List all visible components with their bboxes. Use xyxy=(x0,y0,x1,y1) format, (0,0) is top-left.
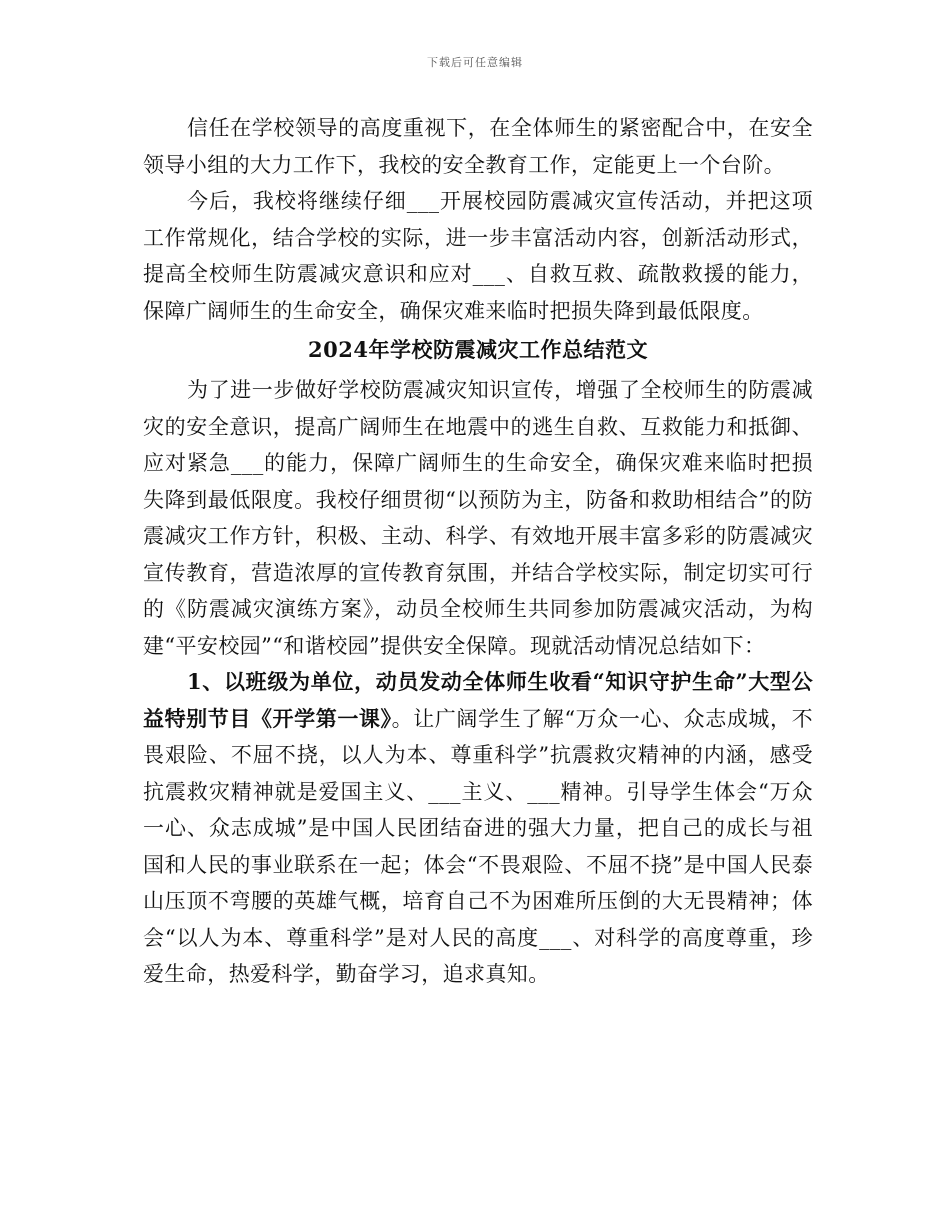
document-body xyxy=(143,110,813,993)
paragraph-item-1 xyxy=(143,664,813,993)
item-1-heading: 1、以班级为单位，动员发动全体师生收看“知识守护生命”大型公益特别节目《开学第一课》 xyxy=(143,669,813,731)
paragraph-confidence: 信任在学校领导的高度重视下，在全体师生的紧密配合中，在安全领导小组的大力工作下，我校的安全教育工作，定能更上一个台阶。 xyxy=(143,116,813,177)
paragraph-introduction: 为了进一步做好学校防震减灾知识宣传，增强了全校师生的防震减灾的安全意识，提高广阔师生在地震中的逃生自救、互救能力和抵御、应对紧急___的能力，保障广阔师生的生命安全，确保灾难来临时把损失降到最低限度。我校仔细贯彻“以预防为主，防备和救助相结合”的防震减灾工作方针，积极、主动、科学、有效地开展丰富多彩的防震减灾宣传教育，营造浓厚的宣传教育氛围，并结合学校实际，制定切实可行的《防震减灾演练方案》，动员全校师生共同参加防震减灾活动，为构建“平安校园”“和谐校园”提供安全保障。现就活动情况总结如下： xyxy=(143,378,813,658)
paragraph-future-plans: 今后，我校将继续仔细___开展校园防震减灾宣传活动，并把这项工作常规化，结合学校的实际，进一步丰富活动内容，创新活动形式，提高全校师生防震减灾意识和应对___、自救互救、疏散救援的能力，保障广阔师生的生命安全，确保灾难来临时把损失降到最低限度。 xyxy=(143,189,813,323)
page-header-note: 下载后可任意编辑 xyxy=(427,56,523,69)
item-1-body: 。让广阔学生了解“万众一心、众志成城，不畏艰险、不屈不挠，以人为本、尊重科学”抗震救灾精神的内涵，感受抗震救灾精神就是爱国主义、___主义、___精神。引导学生体会“万众一心、众志成城”是中国人民团结奋进的强大力量，把自己的成长与祖国和人民的事业联系在一起；体会“不畏艰险、不屈不挠”是中国人民泰山压顶不弯腰的英雄气概，培育自己不为困难所压倒的大无畏精神；体会“以人为本、尊重科学”是对人民的高度___、对科学的高度尊重，珍爱生命，热爱科学，勤奋学习，追求真知。 xyxy=(143,706,813,986)
document-title: 2024年学校防震减灾工作总结范文 xyxy=(308,337,648,362)
